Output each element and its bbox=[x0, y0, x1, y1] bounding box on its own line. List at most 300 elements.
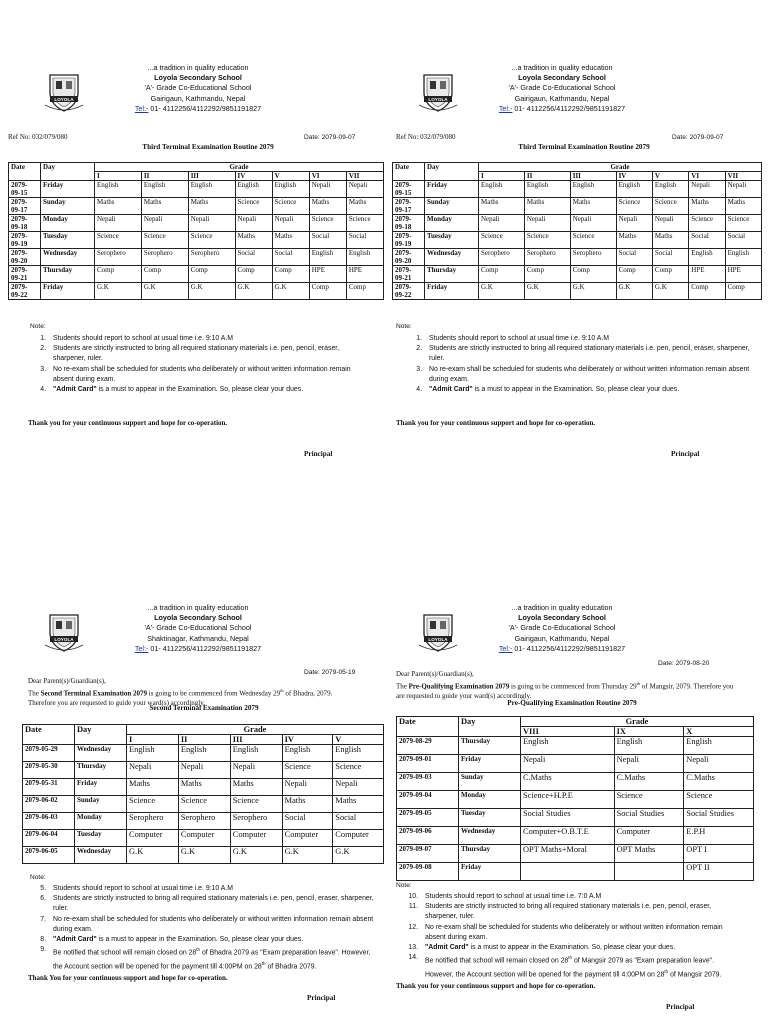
cell-day: Friday bbox=[41, 181, 95, 198]
school-name: Loyola Secondary School bbox=[154, 73, 242, 83]
svg-text:LOYOLA: LOYOLA bbox=[54, 636, 74, 642]
cell-day: Thursday bbox=[425, 266, 479, 283]
col-grade: Grade bbox=[95, 163, 384, 172]
thanks-line: Thank you for your continuous support and hope for co-operation. bbox=[28, 419, 228, 427]
cell-subject: G.K bbox=[479, 283, 525, 300]
cell-subject: English bbox=[230, 745, 282, 762]
school-header bbox=[118, 603, 278, 654]
grade-col-header: II bbox=[178, 735, 230, 745]
cell-date: 2079- 09-20 bbox=[393, 249, 425, 266]
grade-col-header: II bbox=[524, 172, 570, 181]
cell-subject: Science bbox=[684, 791, 754, 809]
cell-date: 2079-09-08 bbox=[397, 863, 459, 881]
grade-col-header: III bbox=[230, 735, 282, 745]
cell-subject: Science bbox=[479, 232, 525, 249]
cell-subject: Nepali bbox=[188, 215, 235, 232]
table-row bbox=[397, 863, 754, 881]
cell-day: Friday bbox=[459, 755, 521, 773]
cell-subject: Nepali bbox=[272, 215, 309, 232]
tel-link[interactable]: Tel:- bbox=[498, 103, 513, 113]
cell-subject: Social bbox=[689, 232, 725, 249]
cell-subject: Serophero bbox=[141, 249, 188, 266]
cell-subject: Maths bbox=[127, 779, 179, 796]
cell-subject: Social Studies bbox=[521, 809, 615, 827]
cell-subject: English bbox=[333, 745, 384, 762]
cell-subject: Nepali bbox=[684, 755, 754, 773]
school-tagline: ...a tradition in quality education bbox=[147, 603, 249, 612]
cell-subject: Science bbox=[346, 215, 383, 232]
cell-subject: HPE bbox=[725, 266, 761, 283]
cell-subject: Serophero bbox=[178, 813, 230, 830]
cell-day: Friday bbox=[425, 283, 479, 300]
cell-subject: Science bbox=[178, 796, 230, 813]
routine-card-third-terminal-left bbox=[8, 58, 386, 478]
cell-subject: OPT Maths+Moral bbox=[521, 845, 615, 863]
cell-day: Wednesday bbox=[41, 249, 95, 266]
cell-subject: English bbox=[178, 745, 230, 762]
col-date: Date bbox=[397, 717, 459, 737]
cell-subject: Maths bbox=[282, 796, 333, 813]
cell-subject: English bbox=[127, 745, 179, 762]
grade-col-header: IV bbox=[282, 735, 333, 745]
table-row bbox=[9, 181, 384, 198]
cell-subject: Nepali bbox=[616, 215, 652, 232]
grade-col-header: VII bbox=[725, 172, 761, 181]
cell-date: 2079- 09-17 bbox=[9, 198, 41, 215]
cell-day: Thursday bbox=[75, 762, 127, 779]
col-day: Day bbox=[425, 163, 479, 181]
cell-subject: Social bbox=[309, 232, 346, 249]
cell-subject: G.K bbox=[272, 283, 309, 300]
cell-subject: Serophero bbox=[524, 249, 570, 266]
cell-day: Monday bbox=[459, 791, 521, 809]
cell-date: 2079-06-03 bbox=[23, 813, 75, 830]
table-row bbox=[397, 755, 754, 773]
grade-col-header: V bbox=[652, 172, 688, 181]
principal-signature: Principal bbox=[307, 994, 336, 1002]
routine-title: Second Terminal Examination 2079 bbox=[149, 704, 259, 712]
school-logo bbox=[41, 69, 87, 115]
cell-subject: E.P.H bbox=[684, 827, 754, 845]
school-grade-line: 'A'- Grade Co-Educational School bbox=[144, 83, 252, 93]
ref-number: Ref No: 032/079/080 bbox=[8, 133, 68, 141]
note-item: 6. Students are strictly instructed to bring all required stationary materials i.e. pen, pencil, eraser, sharpener, ruler. bbox=[40, 895, 374, 913]
table-row bbox=[393, 181, 762, 198]
cell-subject: HPE bbox=[689, 266, 725, 283]
cell-day: Monday bbox=[75, 813, 127, 830]
cell-date: 2079- 09-17 bbox=[393, 198, 425, 215]
cell-subject: C.Maths bbox=[684, 773, 754, 791]
table-row bbox=[23, 813, 384, 830]
school-grade-line: 'A'- Grade Co-Educational School bbox=[508, 83, 616, 93]
cell-subject: Science bbox=[230, 796, 282, 813]
cell-subject: Comp bbox=[141, 266, 188, 283]
cell-date: 2079-06-04 bbox=[23, 830, 75, 847]
cell-subject: Nepali bbox=[570, 215, 616, 232]
cell-subject: English bbox=[235, 181, 272, 198]
notice-date: Date: 2079-09-07 bbox=[672, 134, 724, 141]
cell-day: Tuesday bbox=[41, 232, 95, 249]
cell-date: 2079-06-05 bbox=[23, 847, 75, 864]
cell-subject: English bbox=[684, 737, 754, 755]
announcement: The Pre-Qualifying Examination 2079 is going to be commenced from Thursday 29th of Mangsir, 2079. Therefore you are requested to guide your ward(s) accordingly. bbox=[396, 681, 734, 701]
cell-subject: Nepali bbox=[230, 762, 282, 779]
table-row bbox=[9, 232, 384, 249]
school-phone: Tel:- 01- 4112256/4112292/9851191827 bbox=[134, 103, 262, 113]
note-item: 12. No re-exam shall be scheduled for students who deliberately or without written information remain absent during exam. bbox=[408, 923, 723, 941]
cell-subject: Maths bbox=[524, 198, 570, 215]
school-grade-line: 'A'- Grade Co-Educational School bbox=[508, 623, 616, 633]
note-item: 13. "Admit Card" is a must to appear in the Examination. So, please clear your dues. bbox=[408, 944, 676, 952]
cell-subject: Comp bbox=[652, 266, 688, 283]
cell-subject: Maths bbox=[616, 232, 652, 249]
routine-table bbox=[396, 716, 754, 881]
notice-date: Date: 2079-09-07 bbox=[304, 134, 356, 141]
cell-subject: English bbox=[616, 181, 652, 198]
table-row bbox=[9, 249, 384, 266]
cell-subject: Maths bbox=[188, 198, 235, 215]
svg-text:LOYOLA: LOYOLA bbox=[54, 96, 74, 102]
note-item: 9. Be notified that school will remain closed on 28th of Bhadra 2079 as "Exam preparation leave". However, the Account section will be opened for the payment till 4:00PM on 28th of Bhadra 2079. bbox=[40, 946, 371, 971]
cell-subject: Social bbox=[333, 813, 384, 830]
col-date: Date bbox=[23, 725, 75, 745]
table-row bbox=[393, 215, 762, 232]
cell-subject: Social bbox=[282, 813, 333, 830]
school-name: Loyola Secondary School bbox=[518, 613, 606, 623]
cell-subject: Comp bbox=[235, 266, 272, 283]
note-item: 3. No re-exam shall be scheduled for students who deliberately or without written information remain absent during exam. bbox=[40, 365, 351, 383]
cell-subject: Social bbox=[346, 232, 383, 249]
cell-day: Friday bbox=[459, 863, 521, 881]
cell-subject: Social bbox=[235, 249, 272, 266]
cell-subject: G.K bbox=[282, 847, 333, 864]
cell-subject: Maths bbox=[235, 232, 272, 249]
cell-subject: Computer bbox=[614, 827, 684, 845]
announcement: The Second Terminal Examination 2079 is going to be commenced from Wednesday 29th of Bhadra, 2079. Therefore you are requested to guide your ward(s) accordingly. bbox=[28, 688, 333, 708]
notes-list bbox=[400, 334, 750, 395]
cell-subject: Nepali bbox=[725, 181, 761, 198]
notice-date: Date: 2079-08-20 bbox=[658, 660, 710, 667]
table-row bbox=[397, 845, 754, 863]
col-day: Day bbox=[41, 163, 95, 181]
cell-subject: Nepali bbox=[333, 779, 384, 796]
table-row bbox=[9, 215, 384, 232]
notice-date: Date: 2079-05-19 bbox=[304, 669, 356, 676]
cell-subject: Comp bbox=[309, 283, 346, 300]
school-crest-icon bbox=[415, 609, 461, 655]
note-label: Note: bbox=[396, 882, 412, 889]
col-day: Day bbox=[459, 717, 521, 737]
school-grade-line: 'A'- Grade Co-Educational School bbox=[144, 623, 252, 633]
cell-subject: Science bbox=[616, 198, 652, 215]
cell-subject: Computer bbox=[127, 830, 179, 847]
cell-subject: English bbox=[570, 181, 616, 198]
cell-subject: Science bbox=[309, 215, 346, 232]
grade-col-header: IV bbox=[235, 172, 272, 181]
grade-col-header: I bbox=[127, 735, 179, 745]
cell-subject: Maths bbox=[95, 198, 142, 215]
grade-col-header: VI bbox=[309, 172, 346, 181]
cell-subject: Science bbox=[333, 762, 384, 779]
cell-subject: Comp bbox=[95, 266, 142, 283]
cell-subject: Comp bbox=[616, 266, 652, 283]
cell-subject: Nepali bbox=[689, 181, 725, 198]
school-phone: Tel:- 01- 4112256/4112292/9851191827 bbox=[498, 643, 626, 653]
cell-subject: English bbox=[346, 249, 383, 266]
cell-subject: Nepali bbox=[282, 779, 333, 796]
cell-subject: Comp bbox=[524, 266, 570, 283]
cell-subject: English bbox=[614, 737, 684, 755]
cell-subject: Science bbox=[235, 198, 272, 215]
cell-subject: Science bbox=[95, 232, 142, 249]
table-row bbox=[23, 779, 384, 796]
cell-subject: English bbox=[95, 181, 142, 198]
cell-subject: Social Studies bbox=[684, 809, 754, 827]
grade-col-header: IV bbox=[616, 172, 652, 181]
cell-day: Sunday bbox=[459, 773, 521, 791]
grade-col-header: X bbox=[684, 727, 754, 737]
cell-subject: Computer+O.B.T.E bbox=[521, 827, 615, 845]
cell-date: 2079- 09-15 bbox=[9, 181, 41, 198]
cell-subject: English bbox=[141, 181, 188, 198]
cell-subject: Science bbox=[141, 232, 188, 249]
school-tagline: ...a tradition in quality education bbox=[511, 603, 613, 612]
table-row bbox=[9, 266, 384, 283]
table-row bbox=[9, 198, 384, 215]
cell-subject: Comp bbox=[346, 283, 383, 300]
cell-day: Wednesday bbox=[425, 249, 479, 266]
table-row bbox=[393, 198, 762, 215]
table-row bbox=[393, 232, 762, 249]
cell-subject: Science bbox=[524, 232, 570, 249]
school-phone: Tel:- 01- 4112256/4112292/9851191827 bbox=[498, 103, 626, 113]
cell-subject: Science+H.P.E bbox=[521, 791, 615, 809]
cell-date: 2079- 09-20 bbox=[9, 249, 41, 266]
note-item: 14. Be notified that school will remain closed on 28th of Mangsir 2079 as "Exam preparation leave". However, the Account section will be opened for the payment till 4:00PM on 28th of Mangsir 2079. bbox=[408, 954, 722, 979]
cell-date: 2079- 09-21 bbox=[9, 266, 41, 283]
routine-title: Pre-Qualifying Examination Routine 2079 bbox=[507, 699, 637, 707]
tel-link[interactable]: Tel:- bbox=[134, 643, 149, 653]
school-tagline: ...a tradition in quality education bbox=[147, 63, 249, 72]
cell-subject: Comp bbox=[570, 266, 616, 283]
school-crest-icon bbox=[41, 609, 87, 655]
cell-date: 2079- 09-22 bbox=[393, 283, 425, 300]
cell-subject: Serophero bbox=[570, 249, 616, 266]
cell-subject: Science bbox=[725, 215, 761, 232]
note-item: 4. "Admit Card" is a must to appear in the Examination. So, please clear your dues. bbox=[40, 386, 304, 394]
school-name: Loyola Secondary School bbox=[518, 73, 606, 83]
cell-subject: G.K bbox=[188, 283, 235, 300]
cell-subject: English bbox=[725, 249, 761, 266]
cell-subject: Science bbox=[614, 791, 684, 809]
cell-subject: Serophero bbox=[230, 813, 282, 830]
cell-date: 2079- 09-22 bbox=[9, 283, 41, 300]
grade-col-header: VI bbox=[689, 172, 725, 181]
cell-date: 2079-09-06 bbox=[397, 827, 459, 845]
cell-subject: Nepali bbox=[235, 215, 272, 232]
note-item: 7. No re-exam shall be scheduled for students who deliberately or without written information remain absent during exam. bbox=[40, 915, 374, 933]
cell-date: 2079-06-02 bbox=[23, 796, 75, 813]
note-label: Note: bbox=[30, 874, 46, 881]
cell-subject: Computer bbox=[333, 830, 384, 847]
cell-subject: Maths bbox=[689, 198, 725, 215]
cell-subject: Maths bbox=[230, 779, 282, 796]
grade-col-header: I bbox=[95, 172, 142, 181]
cell-subject: Nepali bbox=[346, 181, 383, 198]
table-row bbox=[9, 283, 384, 300]
cell-subject: G.K bbox=[178, 847, 230, 864]
cell-day: Thursday bbox=[41, 266, 95, 283]
table-row bbox=[397, 827, 754, 845]
ref-number: Ref No: 032/079/080 bbox=[396, 133, 456, 141]
cell-date: 2079-08-29 bbox=[397, 737, 459, 755]
cell-subject: C.Maths bbox=[521, 773, 615, 791]
cell-date: 2079-09-01 bbox=[397, 755, 459, 773]
cell-subject: Maths bbox=[309, 198, 346, 215]
cell-subject: HPE bbox=[346, 266, 383, 283]
cell-subject: HPE bbox=[309, 266, 346, 283]
cell-day: Sunday bbox=[75, 796, 127, 813]
cell-subject: G.K bbox=[235, 283, 272, 300]
cell-date: 2079-09-05 bbox=[397, 809, 459, 827]
cell-subject: Social Studies bbox=[614, 809, 684, 827]
cell-subject: Social bbox=[652, 249, 688, 266]
grade-col-header: VIII bbox=[521, 727, 615, 737]
cell-date: 2079- 09-21 bbox=[393, 266, 425, 283]
cell-subject: Science bbox=[652, 198, 688, 215]
note-item: 8. "Admit Card" is a must to appear in the Examination. So, please clear your dues. bbox=[40, 936, 304, 944]
cell-subject: Computer bbox=[178, 830, 230, 847]
grade-col-header: V bbox=[333, 735, 384, 745]
cell-day: Tuesday bbox=[75, 830, 127, 847]
thanks-line: Thank you for your continuous support and hope for co-operation. bbox=[396, 419, 596, 427]
cell-subject: Maths bbox=[652, 232, 688, 249]
routine-card-pre-qualifying bbox=[392, 598, 762, 1018]
cell-subject: Science bbox=[272, 198, 309, 215]
cell-subject: Nepali bbox=[178, 762, 230, 779]
cell-subject: G.K bbox=[230, 847, 282, 864]
cell-subject: G.K bbox=[616, 283, 652, 300]
routine-title: Third Terminal Examination Routine 2079 bbox=[518, 143, 650, 151]
cell-subject: Maths bbox=[479, 198, 525, 215]
note-item: 2. Students are strictly instructed to bring all required stationary materials i.e. pen, pencil, eraser, sharpener, ruler. bbox=[416, 345, 750, 363]
note-label: Note: bbox=[30, 323, 46, 330]
cell-subject: G.K bbox=[524, 283, 570, 300]
cell-date: 2079- 09-19 bbox=[393, 232, 425, 249]
routine-table bbox=[392, 162, 762, 300]
cell-subject: Nepali bbox=[652, 215, 688, 232]
school-logo bbox=[41, 609, 87, 655]
note-item: 11. Students are strictly instructed to bring all required stationary materials i.e. pen, pencil, eraser, sharpener, ruler. bbox=[408, 903, 712, 921]
cell-date: 2079-09-07 bbox=[397, 845, 459, 863]
table-row bbox=[23, 847, 384, 864]
cell-day: Wednesday bbox=[459, 827, 521, 845]
cell-subject: Maths bbox=[333, 796, 384, 813]
tel-link[interactable]: Tel:- bbox=[498, 643, 513, 653]
cell-subject: Social bbox=[272, 249, 309, 266]
cell-subject: Nepali bbox=[479, 215, 525, 232]
cell-subject: Nepali bbox=[141, 215, 188, 232]
cell-subject: Science bbox=[570, 232, 616, 249]
grade-col-header: III bbox=[188, 172, 235, 181]
svg-text:LOYOLA: LOYOLA bbox=[428, 636, 448, 642]
cell-subject: English bbox=[272, 181, 309, 198]
routine-card-second-terminal bbox=[8, 598, 386, 1018]
cell-subject: English bbox=[521, 737, 615, 755]
cell-subject: OPT II bbox=[684, 863, 754, 881]
tel-link[interactable]: Tel:- bbox=[134, 103, 149, 113]
table-row bbox=[23, 830, 384, 847]
note-item: 1. Students should report to school at usual time i.e. 9:10 A.M bbox=[40, 335, 234, 342]
cell-subject: Serophero bbox=[479, 249, 525, 266]
col-date: Date bbox=[393, 163, 425, 181]
table-row bbox=[393, 249, 762, 266]
cell-subject: Maths bbox=[725, 198, 761, 215]
grade-col-header: I bbox=[479, 172, 525, 181]
table-row bbox=[397, 737, 754, 755]
cell-subject: G.K bbox=[333, 847, 384, 864]
cell-subject: Nepali bbox=[614, 755, 684, 773]
cell-subject: Comp bbox=[272, 266, 309, 283]
cell-subject: English bbox=[652, 181, 688, 198]
table-row bbox=[397, 791, 754, 809]
col-grade: Grade bbox=[479, 163, 762, 172]
principal-signature: Principal bbox=[666, 1003, 695, 1011]
cell-day: Wednesday bbox=[75, 745, 127, 762]
cell-subject: English bbox=[309, 249, 346, 266]
cell-subject: Comp bbox=[479, 266, 525, 283]
cell-day: Tuesday bbox=[425, 232, 479, 249]
cell-subject: Comp bbox=[725, 283, 761, 300]
school-address: Gairigaun, Kathmandu, Nepal bbox=[150, 93, 246, 103]
cell-date: 2079- 09-19 bbox=[9, 232, 41, 249]
cell-subject: Science bbox=[127, 796, 179, 813]
cell-day: Friday bbox=[425, 181, 479, 198]
cell-subject: Nepali bbox=[127, 762, 179, 779]
cell-subject: Serophero bbox=[188, 249, 235, 266]
note-item: 3. No re-exam shall be scheduled for students who deliberately or without written information remain absent during exam. bbox=[416, 365, 750, 383]
cell-subject: Maths bbox=[141, 198, 188, 215]
cell-day: Sunday bbox=[425, 198, 479, 215]
cell-subject: Science bbox=[188, 232, 235, 249]
cell-subject: C.Maths bbox=[614, 773, 684, 791]
cell-subject: Computer bbox=[282, 830, 333, 847]
cell-subject: English bbox=[282, 745, 333, 762]
cell-subject: English bbox=[689, 249, 725, 266]
cell-subject: Nepali bbox=[95, 215, 142, 232]
col-day: Day bbox=[75, 725, 127, 745]
cell-subject: English bbox=[524, 181, 570, 198]
school-tagline: ...a tradition in quality education bbox=[511, 63, 613, 72]
cell-subject: Social bbox=[616, 249, 652, 266]
cell-day: Wednesday bbox=[75, 847, 127, 864]
school-address: Shaktinagar, Kathmandu, Nepal bbox=[147, 633, 249, 643]
school-logo bbox=[415, 609, 461, 655]
grade-col-header: II bbox=[141, 172, 188, 181]
cell-date: 2079- 09-15 bbox=[393, 181, 425, 198]
notes-list bbox=[24, 334, 372, 395]
cell-day: Thursday bbox=[459, 737, 521, 755]
cell-day: Friday bbox=[41, 283, 95, 300]
cell-subject: Science bbox=[689, 215, 725, 232]
school-name: Loyola Secondary School bbox=[154, 613, 242, 623]
school-crest-icon bbox=[415, 69, 461, 115]
cell-subject: Comp bbox=[188, 266, 235, 283]
grade-col-header: VII bbox=[346, 172, 383, 181]
routine-card-third-terminal-right bbox=[392, 58, 762, 478]
letter-body bbox=[396, 670, 736, 702]
note-item: 10. Students should report to school at usual time i.e. 7:0 A.M bbox=[408, 893, 602, 900]
